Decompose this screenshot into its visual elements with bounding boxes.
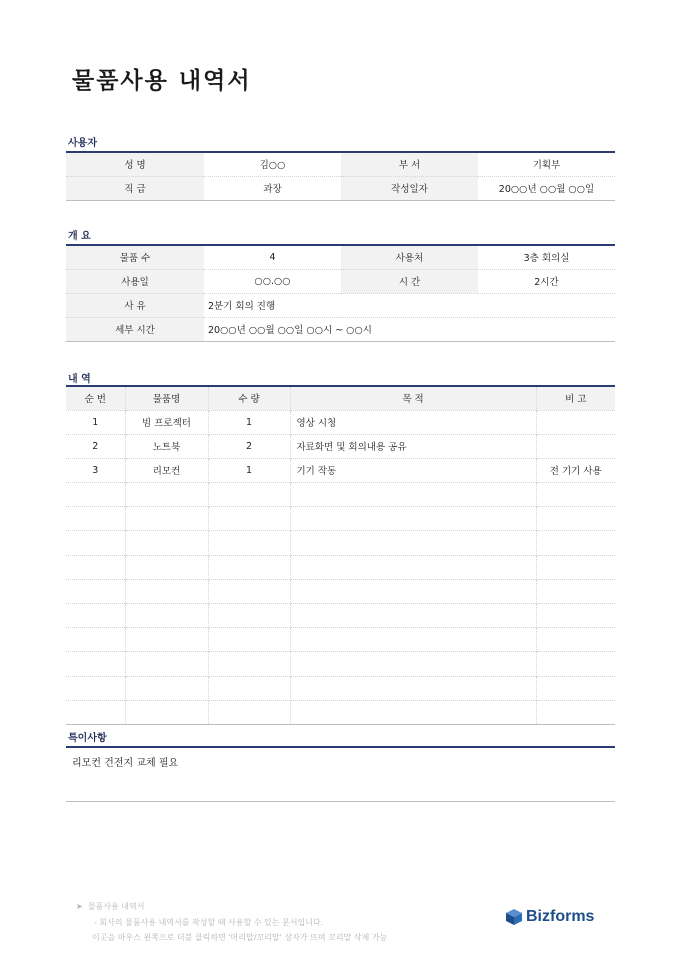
row-quantity [208, 676, 290, 700]
row-number: 2 [66, 434, 125, 458]
user-section-heading: 사용자 [68, 138, 97, 149]
table-row [66, 458, 615, 482]
footer-description: - 회사의 물품사용 내역서를 작성할 때 사용할 수 있는 문서입니다. [94, 917, 324, 927]
row-purpose [290, 652, 536, 676]
row-item-name [125, 483, 208, 507]
row-note [536, 700, 615, 724]
table-row [66, 531, 615, 555]
detail-time-value: 20○○년 ○○월 ○○일 ○○시 ~ ○○시 [204, 317, 615, 341]
usage-time-value: 2시간 [478, 269, 615, 293]
table-row [66, 700, 615, 724]
row-quantity [208, 531, 290, 555]
row-purpose [290, 604, 536, 628]
row-quantity: 1 [208, 458, 290, 482]
row-number [66, 579, 125, 603]
overview-section-heading: 개 요 [68, 231, 91, 242]
footer-title: 물품사용 내역서 [87, 902, 145, 911]
table-row [66, 434, 615, 458]
row-number [66, 676, 125, 700]
department-label: 부 서 [341, 152, 478, 176]
column-header-item: 물품명 [125, 386, 208, 410]
department-value: 기획부 [532, 160, 561, 172]
name-value: 김○○ [259, 160, 286, 172]
row-number [66, 531, 125, 555]
table-row [66, 555, 615, 579]
row-note [536, 531, 615, 555]
name-label: 성 명 [66, 152, 204, 176]
overview-row [66, 269, 615, 293]
row-purpose: 기기 작동 [290, 458, 536, 482]
row-item-name [125, 604, 208, 628]
row-item-name [125, 531, 208, 555]
row-quantity: 2 [208, 434, 290, 458]
row-note [536, 628, 615, 652]
table-row [66, 507, 615, 531]
row-item-name [125, 555, 208, 579]
row-number [66, 628, 125, 652]
table-row [66, 628, 615, 652]
row-number [66, 652, 125, 676]
bullet-arrow-icon: ➤ [76, 902, 83, 911]
table-row [66, 652, 615, 676]
row-purpose [290, 579, 536, 603]
row-number [66, 555, 125, 579]
row-purpose [290, 555, 536, 579]
overview-row [66, 293, 615, 317]
row-quantity: 1 [208, 410, 290, 434]
footer-note[interactable] [76, 899, 387, 946]
notes-text: 리모컨 건전지 교체 필요 [72, 758, 179, 769]
row-number: 1 [66, 410, 125, 434]
row-note [536, 483, 615, 507]
column-header-purpose: 목 적 [290, 386, 536, 410]
table-row [66, 579, 615, 603]
row-number [66, 604, 125, 628]
row-purpose [290, 531, 536, 555]
item-count-label: 물품 수 [66, 245, 204, 269]
user-info-row [66, 176, 615, 200]
row-note [536, 507, 615, 531]
detail-time-label: 세부 시간 [66, 317, 204, 341]
table-row [66, 676, 615, 700]
row-number [66, 700, 125, 724]
usage-place-label: 사용처 [341, 245, 478, 269]
row-purpose [290, 700, 536, 724]
rank-value: 과장 [204, 176, 341, 200]
row-item-name [125, 628, 208, 652]
details-section-heading: 내 역 [68, 374, 91, 385]
row-number: 3 [66, 458, 125, 482]
user-info-table [66, 151, 615, 201]
reason-label: 사 유 [66, 293, 204, 317]
written-date-label: 작성일자 [341, 176, 478, 200]
column-header-qty: 수 량 [208, 386, 290, 410]
table-row [66, 483, 615, 507]
row-purpose [290, 483, 536, 507]
footer-instruction: 이곳을 마우스 왼쪽으로 더블 클릭하면 '머리말/꼬리말' 상자가 뜨며 꼬리말 삭제 가능 [92, 933, 388, 942]
row-item-name [125, 507, 208, 531]
row-note [536, 579, 615, 603]
row-quantity [208, 483, 290, 507]
rank-label: 직 급 [66, 176, 204, 200]
written-date-value: 20○○년 ○○월 ○○일 [478, 176, 615, 200]
usage-place-value: 3층 회의실 [523, 253, 570, 265]
row-item-name [125, 579, 208, 603]
row-number [66, 483, 125, 507]
row-quantity [208, 652, 290, 676]
reason-value: 2분기 회의 진행 [204, 293, 615, 317]
bizforms-logo-icon [505, 908, 523, 926]
row-item-name [125, 652, 208, 676]
row-quantity [208, 507, 290, 531]
user-info-row [66, 152, 615, 176]
document-title: 물품사용 내역서 [72, 68, 252, 94]
item-count-value: 4 [269, 251, 276, 263]
row-item-name: 노트북 [125, 434, 208, 458]
column-header-no: 순 번 [66, 386, 125, 410]
row-quantity [208, 628, 290, 652]
notes-section-heading: 특이사항 [68, 733, 107, 744]
row-note [536, 676, 615, 700]
row-item-name [125, 700, 208, 724]
overview-row [66, 245, 615, 269]
row-purpose [290, 628, 536, 652]
row-item-name: 빔 프로젝터 [125, 410, 208, 434]
row-purpose [290, 507, 536, 531]
row-quantity [208, 555, 290, 579]
usage-date-label: 사용일 [66, 269, 204, 293]
row-quantity [208, 700, 290, 724]
overview-table [66, 244, 615, 342]
row-purpose: 자료화면 및 회의내용 공유 [290, 434, 536, 458]
row-purpose: 영상 시청 [290, 410, 536, 434]
row-purpose [290, 676, 536, 700]
row-item-name [125, 676, 208, 700]
table-row [66, 410, 615, 434]
row-number [66, 507, 125, 531]
usage-date-value: ○○.○○ [204, 269, 341, 293]
row-note [536, 555, 615, 579]
row-quantity [208, 579, 290, 603]
details-table [66, 385, 615, 725]
row-note [536, 604, 615, 628]
usage-time-label: 시 간 [341, 269, 478, 293]
bizforms-logo [505, 908, 594, 926]
row-quantity [208, 604, 290, 628]
details-header-row [66, 386, 615, 410]
notes-box [66, 746, 615, 802]
overview-row [66, 317, 615, 341]
row-item-name: 리모컨 [125, 458, 208, 482]
column-header-note: 비 고 [536, 386, 615, 410]
bizforms-logo-text: Bizforms [526, 908, 595, 925]
row-note: 전 기기 사용 [536, 458, 615, 482]
row-note [536, 434, 615, 458]
table-row [66, 604, 615, 628]
row-note [536, 652, 615, 676]
row-note [536, 410, 615, 434]
